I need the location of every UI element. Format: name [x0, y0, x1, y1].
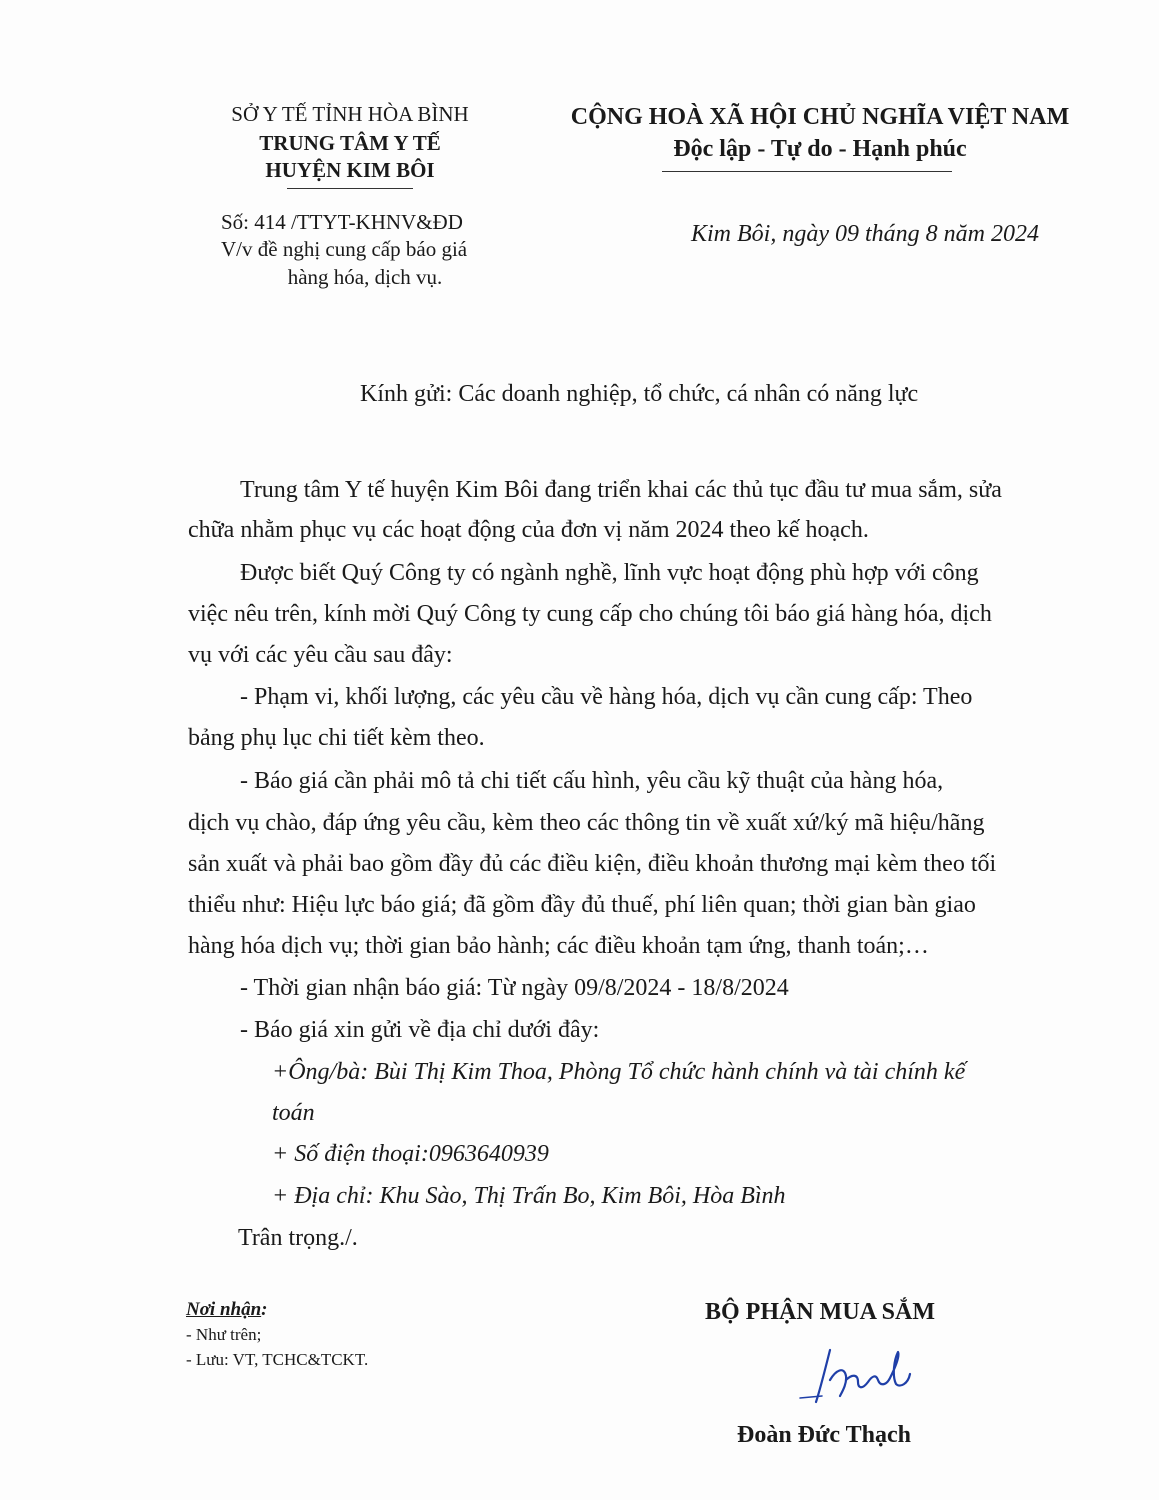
paragraph-2-line-2: việc nêu trên, kính mời Quý Công ty cung cấp cho chúng tôi báo giá hàng hóa, dịch	[188, 601, 992, 627]
header-right-divider	[662, 171, 952, 172]
paragraph-1-line-2: chữa nhằm phục vụ các hoạt động của đơn vị năm 2024 theo kế hoạch.	[188, 517, 869, 543]
subject-line-1: V/v đề nghị cung cấp báo giá	[221, 237, 468, 261]
bullet-2-line-3: sản xuất và phải bao gồm đầy đủ các điều kiện, điều khoản thương mại kèm theo tối	[188, 851, 997, 877]
header-left-divider	[287, 188, 413, 189]
bullet-3: - Thời gian nhận báo giá: Từ ngày 09/8/2024 - 18/8/2024	[240, 975, 789, 1001]
recipient-item-1: - Như trên;	[186, 1325, 262, 1344]
health-center-name: TRUNG TÂM Y TẾ	[259, 131, 441, 155]
bullet-1-line-1: - Phạm vi, khối lượng, các yêu cầu về hàng hóa, dịch vụ cần cung cấp: Theo	[240, 684, 973, 710]
document-date: Kim Bôi, ngày 09 tháng 8 năm 2024	[691, 221, 1039, 247]
department-of-health: SỞ Y TẾ TỈNH HÒA BÌNH	[231, 102, 469, 126]
recipients-heading-colon: :	[261, 1299, 268, 1320]
contact-line-2: toán	[272, 1100, 315, 1126]
recipient-line: Kính gửi: Các doanh nghiệp, tổ chức, cá nhân có năng lực	[360, 381, 919, 407]
bullet-2-line-1: - Báo giá cần phải mô tả chi tiết cấu hình, yêu cầu kỹ thuật của hàng hóa,	[240, 768, 944, 794]
signer-name: Đoàn Đức Thạch	[737, 1422, 911, 1448]
bullet-2-line-4: thiểu như: Hiệu lực báo giá; đã gồm đầy đủ thuế, phí liên quan; thời gian bàn giao	[188, 892, 976, 918]
recipient-item-2: - Lưu: VT, TCHC&TCKT.	[186, 1350, 369, 1369]
handwritten-signature	[770, 1330, 970, 1420]
national-title: CỘNG HOÀ XÃ HỘI CHỦ NGHĨA VIỆT NAM	[570, 104, 1070, 130]
paragraph-1-line-1: Trung tâm Y tế huyện Kim Bôi đang triển khai các thủ tục đầu tư mua sắm, sửa	[240, 477, 1002, 503]
recipients-heading-label: Nơi nhận	[186, 1299, 262, 1320]
contact-phone: + Số điện thoại:0963640939	[272, 1141, 549, 1167]
closing-text: Trân trọng./.	[238, 1225, 358, 1251]
subject-line-2: hàng hóa, dịch vụ.	[287, 265, 443, 289]
document-number: Số: 414 /TTYT-KHNV&ĐD	[221, 210, 463, 234]
bullet-2-line-2: dịch vụ chào, đáp ứng yêu cầu, kèm theo các thông tin về xuất xứ/ký mã hiệu/hãng	[188, 810, 985, 836]
bullet-2-line-5: hàng hóa dịch vụ; thời gian bảo hành; các điều khoản tạm ứng, thanh toán;…	[188, 933, 929, 959]
paragraph-2-line-1: Được biết Quý Công ty có ngành nghề, lĩnh vực hoạt động phù hợp với công	[240, 560, 979, 586]
paragraph-2-line-3: vụ với các yêu cầu sau đây:	[188, 642, 453, 668]
national-motto: Độc lập - Tự do - Hạnh phúc	[673, 136, 967, 162]
signing-department: BỘ PHẬN MUA SẮM	[705, 1299, 935, 1325]
district-name: HUYỆN KIM BÔI	[265, 158, 435, 182]
bullet-4: - Báo giá xin gửi về địa chỉ dưới đây:	[240, 1017, 600, 1043]
contact-address: + Địa chỉ: Khu Sào, Thị Trấn Bo, Kim Bôi, Hòa Bình	[272, 1183, 786, 1209]
recipients-heading	[186, 1299, 267, 1321]
bullet-1-line-2: bảng phụ lục chi tiết kèm theo.	[188, 725, 485, 751]
contact-line-1: +Ông/bà: Bùi Thị Kim Thoa, Phòng Tổ chức hành chính và tài chính kế	[272, 1059, 966, 1085]
